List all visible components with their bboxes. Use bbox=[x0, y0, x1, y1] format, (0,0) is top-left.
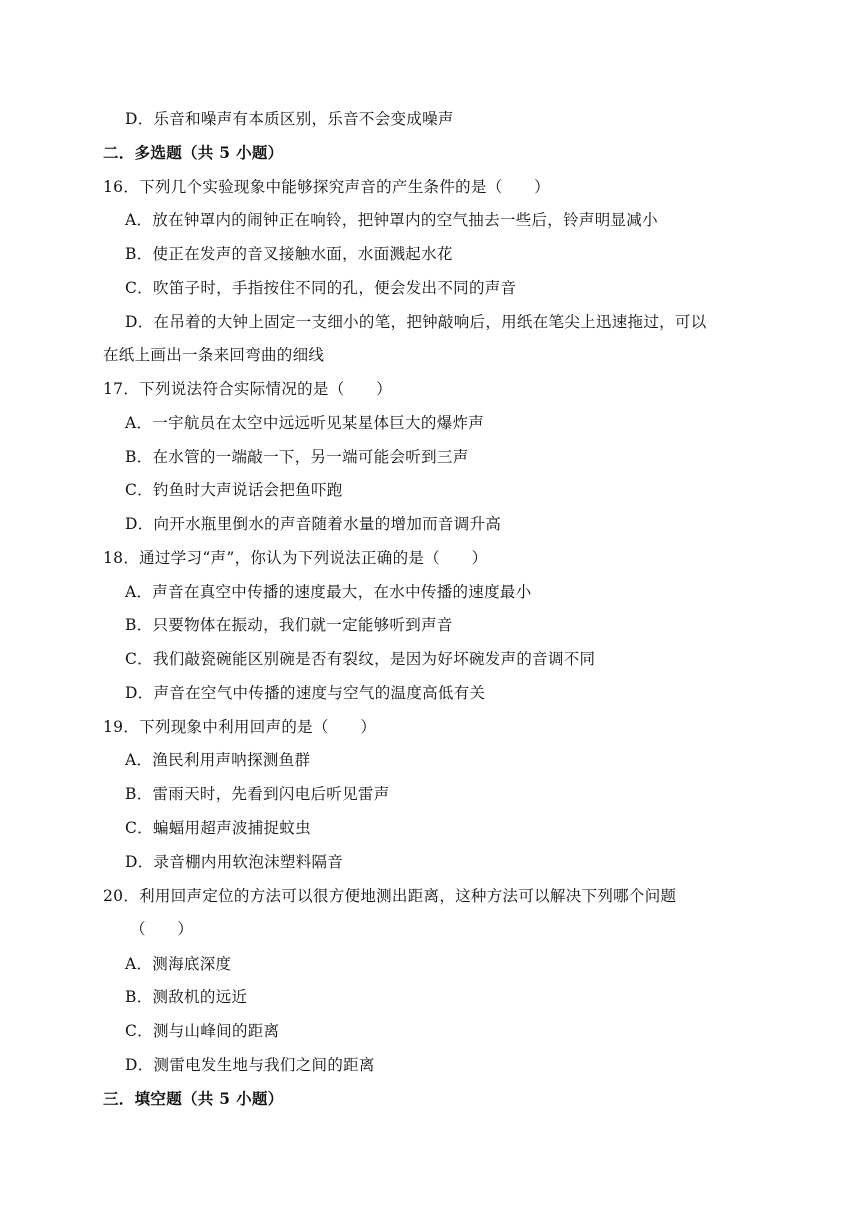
question-20: 20．利用回声定位的方法可以很方便地测出距离，这种方法可以解决下列哪个问题 bbox=[103, 887, 677, 905]
option-18-a: A．声音在真空中传播的速度最大，在水中传播的速度最小 bbox=[125, 583, 532, 601]
option-18-b: B．只要物体在振动，我们就一定能够听到声音 bbox=[125, 616, 453, 634]
option-16-a: A．放在钟罩内的闹钟正在响铃，把钟罩内的空气抽去一些后，铃声明显减小 bbox=[125, 211, 658, 229]
option-18-d: D．声音在空气中传播的速度与空气的温度高低有关 bbox=[125, 684, 486, 702]
question-16: 16．下列几个实验现象中能够探究声音的产生条件的是（ ） bbox=[103, 178, 550, 196]
option-17-a: A．一宇航员在太空中远远听见某星体巨大的爆炸声 bbox=[125, 414, 485, 432]
section-heading-fill-in: 三．填空题（共 5 小题） bbox=[103, 1089, 284, 1108]
option-16-b: B．使正在发声的音叉接触水面，水面溅起水花 bbox=[125, 245, 453, 263]
question-17: 17．下列说法符合实际情况的是（ ） bbox=[103, 380, 392, 398]
question-20-blank-paren: （ ） bbox=[130, 920, 194, 938]
question-19: 19．下列现象中利用回声的是（ ） bbox=[103, 718, 377, 736]
option-19-b: B．雷雨天时，先看到闪电后听见雷声 bbox=[125, 785, 390, 803]
option-19-d: D．录音棚内用软泡沫塑料隔音 bbox=[125, 853, 344, 871]
option-20-a: A．测海底深度 bbox=[125, 955, 232, 973]
option-17-c: C．钓鱼时大声说话会把鱼吓跑 bbox=[125, 481, 343, 499]
option-16-c: C．吹笛子时，手指按住不同的孔，便会发出不同的声音 bbox=[125, 279, 517, 297]
option-16-d: D．在吊着的大钟上固定一支细小的笔，把钟敲响后，用纸在笔尖上迅速拖过，可以 bbox=[125, 313, 707, 331]
option-19-a: A．渔民利用声呐探测鱼群 bbox=[125, 751, 311, 769]
question-18: 18．通过学习“声”，你认为下列说法正确的是（ ） bbox=[103, 549, 488, 567]
option-18-c: C．我们敲瓷碗能区别碗是否有裂纹，是因为好坏碗发声的音调不同 bbox=[125, 650, 596, 668]
option-19-c: C．蝙蝠用超声波捕捉蚊虫 bbox=[125, 819, 311, 837]
option-17-d: D．向开水瓶里倒水的声音随着水量的增加而音调升高 bbox=[125, 515, 502, 533]
option-20-b: B．测敌机的远近 bbox=[125, 988, 248, 1006]
option-16-d-continuation: 在纸上画出一条来回弯曲的细线 bbox=[103, 346, 325, 364]
section-heading-multiple-choice: 二．多选题（共 5 小题） bbox=[103, 143, 284, 162]
option-20-c: C．测与山峰间的距离 bbox=[125, 1022, 280, 1040]
option-15-d: D．乐音和噪声有本质区别，乐音不会变成噪声 bbox=[125, 110, 454, 128]
option-20-d: D．测雷电发生地与我们之间的距离 bbox=[125, 1056, 375, 1074]
option-17-b: B．在水管的一端敲一下，另一端可能会听到三声 bbox=[125, 448, 469, 466]
